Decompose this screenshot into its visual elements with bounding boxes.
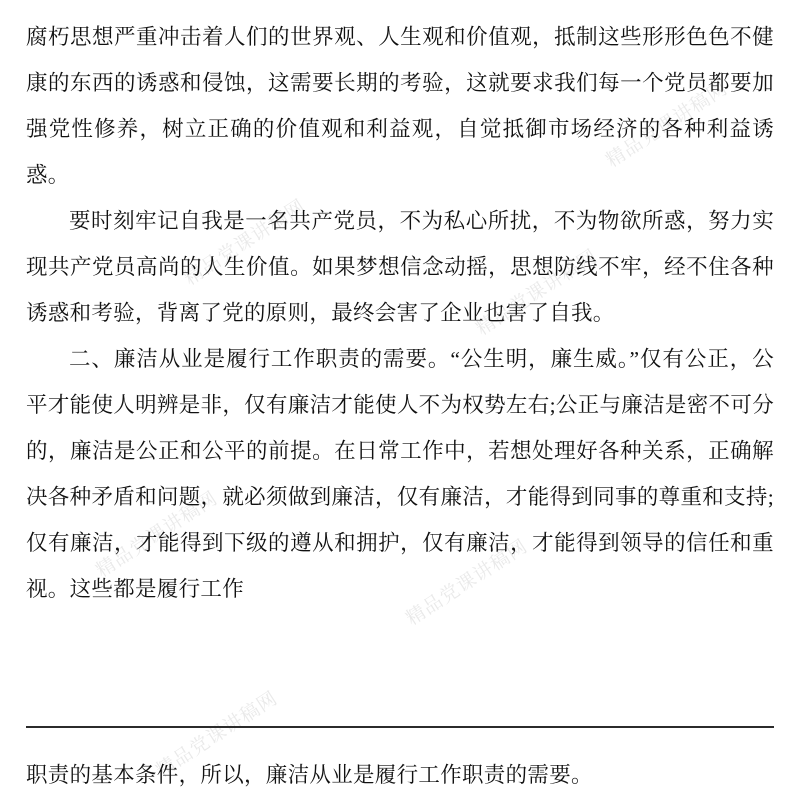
watermark-text: 精品党课讲稿网 [472,245,602,340]
paragraph: 二、廉洁从业是履行工作职责的需要。“公生明，廉生威。”仅有公正，公平才能使人明辨是非，仅有廉洁才能使人不为权势左右;公正与廉洁是密不可分的，廉洁是公正和公平的前提。在日常工作中，若想处理好各种关系，正确解决各种矛盾和问题，就必须做到廉洁，仅有廉洁，才能得到同事的尊重和支持;仅有廉洁，才能得到下级的遵从和拥护，仅有廉洁，才能得到领导的信任和重视。这些都是履行工作 [26,347,774,601]
page-divider [26,726,774,728]
watermark-text: 精品党课讲稿网 [402,535,532,630]
document-body [26,14,774,612]
footer-paragraph: 职责的基本条件，所以，廉洁从业是履行工作职责的需要。 [26,763,593,787]
paragraph: 腐朽思想严重冲击着人们的世界观、人生观和价值观，抵制这些形形色色不健康的东西的诱惑和侵蚀，这需要长期的考验，这就要求我们每一个党员都要加强党性修养，树立正确的价值观和利益观，自觉抵御市场经济的各种利益诱惑。 [26,25,774,187]
watermark-text: 精品党课讲稿网 [602,77,732,172]
paragraph: 要时刻牢记自我是一名共产党员，不为私心所扰，不为物欲所惑，努力实现共产党员高尚的人生价值。如果梦想信念动摇，思想防线不牢，经不住各种诱惑和考验，背离了党的原则，最终会害了企业也害了自我。 [26,209,774,325]
watermark-text: 精品党课讲稿网 [152,687,282,782]
watermark-text: 精品党课讲稿网 [92,487,222,582]
watermark-text: 精品党课讲稿网 [180,195,310,290]
